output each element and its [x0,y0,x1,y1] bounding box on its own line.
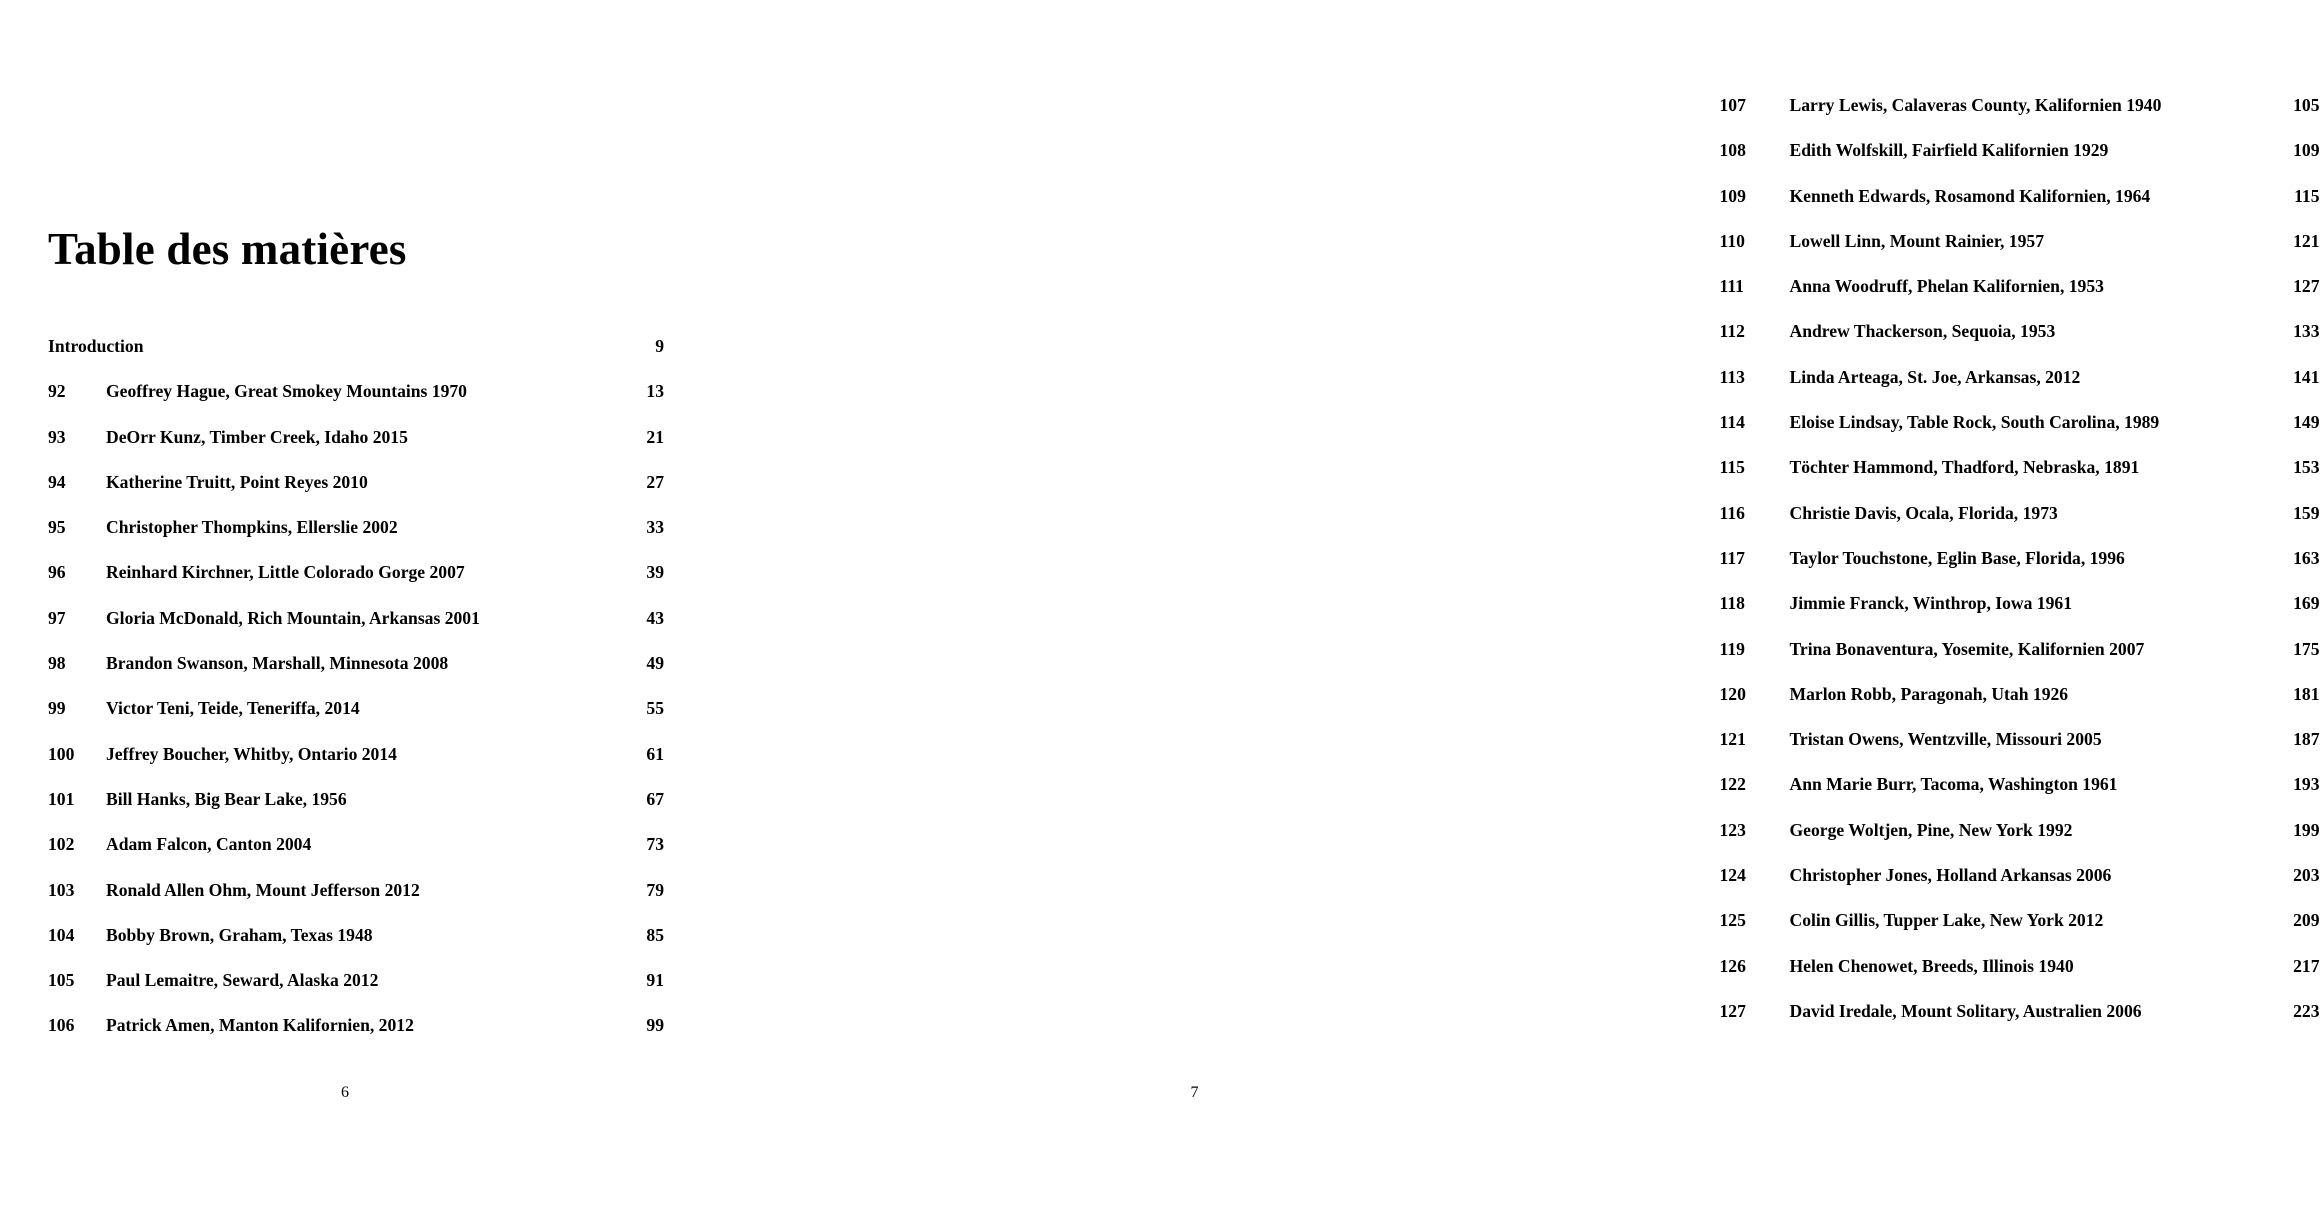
toc-entry-label: Adam Falcon, Canton 2004 [106,834,312,855]
toc-entry-label: Introduction [48,336,144,356]
toc-entry-label: Katherine Truitt, Point Reyes 2010 [106,471,368,492]
toc-entry-page: 115 [2294,185,2320,206]
toc-entry-number: 100 [48,743,75,764]
toc-entry[interactable] [1720,639,2320,684]
toc-entry-page: 21 [646,426,664,447]
toc-entry-page: 79 [646,879,664,900]
toc-entry-label: Christopher Jones, Holland Arkansas 2006 [1789,865,2112,886]
toc-entry-number: 108 [1719,140,1746,161]
toc-entry-label: Colin Gillis, Tupper Lake, New York 2012 [1789,910,2104,931]
toc-entry[interactable] [48,834,664,879]
toc-entry-page: 169 [2293,593,2320,614]
toc-entry-label: Bill Hanks, Big Bear Lake, 1956 [106,788,347,809]
toc-entry-number: 126 [1719,955,1746,976]
toc-entry-label: Kenneth Edwards, Rosamond Kalifornien, 1964 [1789,185,2151,206]
toc-entry-number: 103 [48,879,75,900]
toc-entry-number: 97 [48,607,66,628]
toc-entry[interactable] [1720,321,2320,366]
toc-entry[interactable] [48,1015,664,1060]
toc-entry-page: 149 [2293,412,2320,433]
toc-entry-number: 104 [48,924,75,945]
toc-entry-label: Trina Bonaventura, Yosemite, Kalifornien 2007 [1789,638,2145,659]
toc-entry[interactable] [48,925,664,970]
toc-entry-number: 96 [48,562,66,583]
toc-entry[interactable] [48,562,664,607]
toc-entry-page: 9 [655,336,664,356]
toc-entry[interactable] [1720,774,2320,819]
toc-entry[interactable] [1720,865,2320,910]
toc-entry[interactable] [1720,684,2320,729]
toc-entry[interactable] [1720,186,2320,231]
toc-entry-page: 39 [646,562,664,583]
toc-entry-number: 119 [1719,638,1745,659]
toc-entry-number: 110 [1719,230,1745,251]
toc-entry-page: 193 [2293,774,2320,795]
toc-entry-number: 113 [1719,366,1745,387]
toc-entry-page: 127 [2293,276,2320,297]
toc-entry-number: 106 [48,1015,75,1036]
toc-entry-number: 109 [1719,185,1746,206]
toc-entry-label: Paul Lemaitre, Seward, Alaska 2012 [106,970,379,991]
toc-entry-number: 125 [1719,910,1746,931]
toc-entry-page: 121 [2293,230,2320,251]
toc-entry-page: 49 [646,653,664,674]
toc-entry-page: 105 [2293,95,2320,115]
toc-entry[interactable] [48,789,664,834]
toc-entry-page: 91 [646,970,664,991]
toc-entry-number: 112 [1719,321,1745,342]
toc-entry[interactable] [1720,593,2320,638]
toc-entry-page: 109 [2293,140,2320,161]
toc-entry[interactable] [1720,412,2320,457]
toc-entry-label: Jimmie Franck, Winthrop, Iowa 1961 [1789,593,2072,614]
toc-entry-number: 127 [1719,1000,1746,1021]
toc-entry-label: David Iredale, Mount Solitary, Australien 2006 [1789,1000,2142,1021]
toc-entry-label: Lowell Linn, Mount Rainier, 1957 [1789,230,2044,251]
toc-entry-label: Taylor Touchstone, Eglin Base, Florida, 1996 [1789,547,2125,568]
toc-entry-label: Ann Marie Burr, Tacoma, Washington 1961 [1789,774,2118,795]
toc-entry[interactable] [48,608,664,653]
toc-entry-label: Christopher Thompkins, Ellerslie 2002 [106,517,398,538]
toc-entry[interactable] [48,698,664,743]
toc-entry-number: 116 [1719,502,1745,523]
toc-entry-number: 93 [48,426,66,447]
toc-list-right [1720,95,2320,1046]
toc-entry-number: 105 [48,970,75,991]
toc-entry-label: Reinhard Kirchner, Little Colorado Gorge 2007 [106,562,465,583]
toc-entry-page: 199 [2293,819,2320,840]
toc-entry-number: 94 [48,471,66,492]
toc-entry-page: 159 [2293,502,2320,523]
toc-entry-page: 217 [2293,955,2320,976]
toc-entry[interactable] [48,472,664,517]
toc-entry[interactable] [1720,457,2320,502]
toc-entry-label: Edith Wolfskill, Fairfield Kalifornien 1929 [1789,140,2109,161]
toc-entry-label: Larry Lewis, Calaveras County, Kalifornien 1940 [1789,95,2162,115]
toc-entry[interactable] [48,744,664,789]
toc-entry-label: Anna Woodruff, Phelan Kalifornien, 1953 [1789,276,2104,297]
toc-entry[interactable] [48,336,664,381]
toc-entry-number: 114 [1719,412,1745,433]
toc-entry-number: 117 [1719,547,1745,568]
toc-entry-number: 115 [1719,457,1745,478]
toc-entry-label: Linda Arteaga, St. Joe, Arkansas, 2012 [1789,366,2081,387]
toc-entry-label: Bobby Brown, Graham, Texas 1948 [106,924,373,945]
toc-entry[interactable] [48,381,664,426]
toc-entry-label: Jeffrey Boucher, Whitby, Ontario 2014 [106,743,397,764]
toc-entry-label: Andrew Thackerson, Sequoia, 1953 [1789,321,2056,342]
toc-entry-label: Tristan Owens, Wentzville, Missouri 2005 [1789,729,2102,750]
toc-entry-number: 101 [48,788,75,809]
toc-entry-page: 153 [2293,457,2320,478]
toc-entry[interactable] [48,970,664,1015]
toc-entry-page: 55 [646,698,664,719]
toc-entry-label: Geoffrey Hague, Great Smokey Mountains 1970 [106,381,467,402]
toc-entry[interactable] [1720,910,2320,955]
toc-entry[interactable] [1720,367,2320,412]
toc-entry-page: 99 [646,1015,664,1036]
toc-entry[interactable] [1720,820,2320,865]
toc-entry-label: Helen Chenowet, Breeds, Illinois 1940 [1789,955,2074,976]
toc-entry-page: 13 [646,381,664,402]
toc-entry[interactable] [48,880,664,925]
toc-entry-number: 99 [48,698,66,719]
toc-entry[interactable] [48,427,664,472]
toc-entry-page: 33 [646,517,664,538]
toc-entry[interactable] [48,517,664,562]
toc-entry-label: Ronald Allen Ohm, Mount Jefferson 2012 [106,879,420,900]
toc-entry-page: 61 [646,743,664,764]
toc-entry[interactable] [1720,140,2320,185]
toc-entry[interactable] [1720,231,2320,276]
toc-list-left [48,336,664,1061]
page-right [820,0,2320,1230]
toc-entry[interactable] [48,653,664,698]
toc-entry[interactable] [1720,729,2320,774]
toc-entry-page: 141 [2293,366,2320,387]
toc-entry-page: 73 [646,834,664,855]
folio-left: 6 [341,1084,349,1101]
toc-entry-number: 102 [48,834,75,855]
toc-entry[interactable] [1720,95,2320,140]
toc-entry-label: Patrick Amen, Manton Kalifornien, 2012 [106,1015,414,1036]
toc-entry[interactable] [1720,956,2320,1001]
toc-entry-label: Eloise Lindsay, Table Rock, South Carolina, 1989 [1789,412,2160,433]
toc-entry-page: 203 [2293,865,2320,886]
toc-entry-label: Gloria McDonald, Rich Mountain, Arkansas 2001 [106,607,480,628]
toc-entry-page: 181 [2293,683,2320,704]
toc-entry-page: 163 [2293,547,2320,568]
folio-right: 7 [1190,1084,1199,1101]
toc-entry-label: Christie Davis, Ocala, Florida, 1973 [1789,502,2058,523]
toc-entry-number: 123 [1719,819,1746,840]
toc-entry-number: 121 [1719,729,1746,750]
page-title: Table des matières [48,224,407,275]
page-left [0,0,820,1230]
toc-entry-number: 92 [48,381,66,402]
toc-entry-number: 111 [1719,276,1744,297]
toc-entry-page: 27 [646,471,664,492]
toc-entry-page: 223 [2293,1000,2320,1021]
toc-entry-label: Victor Teni, Teide, Teneriffa, 2014 [106,698,360,719]
toc-entry-number: 95 [48,517,66,538]
toc-entry-page: 67 [646,788,664,809]
toc-entry[interactable] [1720,276,2320,321]
toc-entry-page: 209 [2293,910,2320,931]
toc-entry-number: 120 [1719,683,1746,704]
toc-entry-page: 175 [2293,638,2320,659]
toc-entry-number: 124 [1719,865,1746,886]
toc-entry[interactable] [1720,1001,2320,1046]
toc-entry-page: 85 [646,924,664,945]
toc-entry-page: 187 [2293,729,2320,750]
toc-entry[interactable] [1720,503,2320,548]
toc-entry-label: Marlon Robb, Paragonah, Utah 1926 [1789,683,2069,704]
toc-entry-page: 133 [2293,321,2320,342]
toc-entry-label: Brandon Swanson, Marshall, Minnesota 2008 [106,653,449,674]
toc-entry-label: Töchter Hammond, Thadford, Nebraska, 1891 [1789,457,2140,478]
toc-entry-number: 118 [1719,593,1745,614]
toc-entry-number: 98 [48,653,66,674]
toc-entry-number: 107 [1719,95,1746,115]
toc-entry-page: 43 [646,607,664,628]
toc-entry-label: George Woltjen, Pine, New York 1992 [1789,819,2073,840]
toc-entry-number: 122 [1719,774,1746,795]
toc-entry[interactable] [1720,548,2320,593]
toc-entry-label: DeOrr Kunz, Timber Creek, Idaho 2015 [106,426,408,447]
